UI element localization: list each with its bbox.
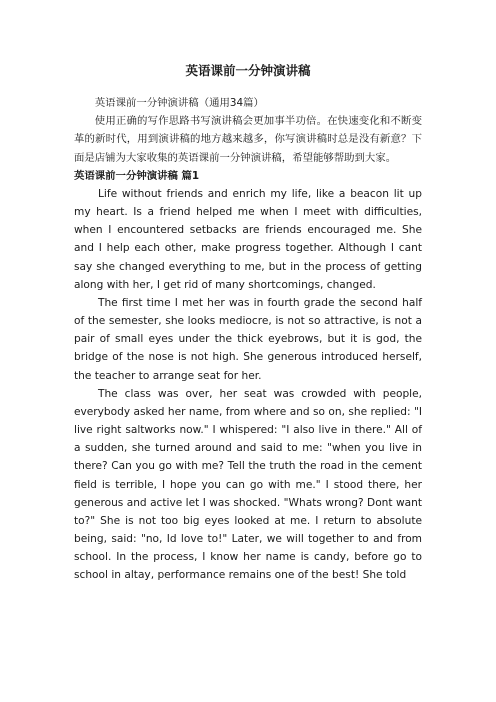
body-paragraph-3: The class was over, her seat was crowded with people, everybody asked her name, from where and so on, she replied: "I live right saltworks now." I whispered: "I also live in there." All of a sudden, she turned around and said to me: "when you live in there? Can you go with me? Tell the truth the road in the cement field is terrible, I hope you can go with me." I stood there, her generous and active let I was shocked. "Whats wrong? Dont want to?" She is not too big eyes looked at me. I return to absolute being, said: "no, Id love to!" Later, we will together to and from school. In the process, I know her name is candy, before go to school in altay, performance remains one of the best! She told: [74, 387, 422, 582]
document-body: [74, 94, 422, 584]
document-title: 英语课前一分钟演讲稿: [185, 63, 311, 78]
document-subtitle: 英语课前一分钟演讲稿（通用34篇）: [94, 97, 264, 109]
body-paragraph-2: The first time I met her was in fourth grade the second half of the semester, she looks mediocre, is not so attractive, is not a pair of small eyes under the thick eyebrows, but it is god, the bridge of the nose is not high. She generous introduced herself, the teacher to arrange seat for her.: [74, 296, 422, 382]
body-paragraph-1: Life without friends and enrich my life, like a beacon lit up my heart. Is a friend helped me when I meet with difficulties, when I encountered setbacks are friends encouraged me. She and I help each other, make progress together. Although I cant say she changed everything to me, but in the process of getting along with her, I get rid of many shortcomings, changed.: [74, 188, 422, 291]
intro-paragraph: 使用正确的写作思路书写演讲稿会更加事半功倍。在快速变化和不断变革的新时代，用到演讲稿的地方越来越多，你写演讲稿时总是没有新意？下面是店铺为大家收集的英语课前一分钟演讲稿，希望能够帮助到大家。: [74, 115, 422, 164]
section-heading: 英语课前一分钟演讲稿 篇1: [74, 169, 200, 182]
